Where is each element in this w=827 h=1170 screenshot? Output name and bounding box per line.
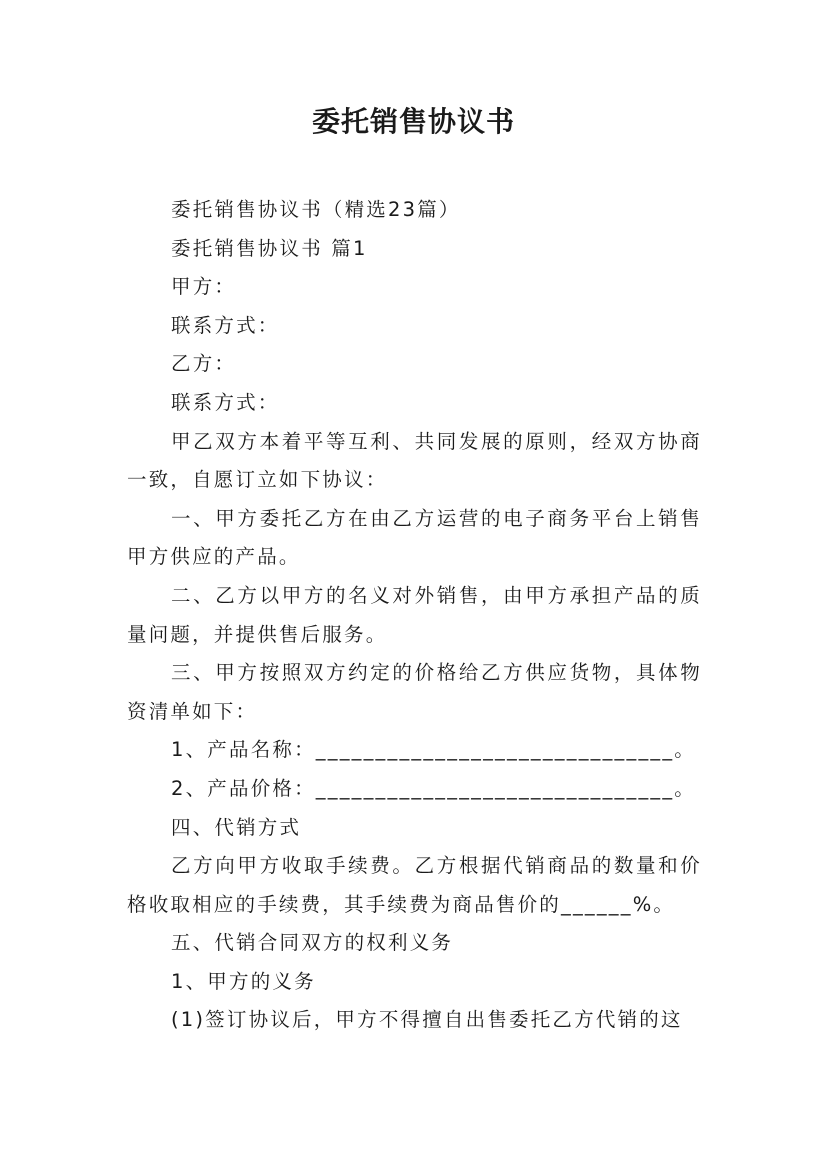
paragraph-party-a-duties: 1、甲方的义务 <box>171 969 316 993</box>
paragraph-section-heading: 委托销售协议书 篇1 <box>171 236 368 260</box>
paragraph-party-b: 乙方： <box>171 352 237 376</box>
paragraph-party-a: 甲方： <box>171 275 237 299</box>
paragraph-preamble: 甲乙双方本着平等互利、共同发展的原则，经双方协商一致，自愿订立如下协议： <box>127 429 702 492</box>
paragraph-party-b-contact: 联系方式： <box>171 390 280 414</box>
paragraph-clause-4-body: 乙方向甲方收取手续费。乙方根据代销商品的数量和价格收取相应的手续费，其手续费为商品售价的______%。 <box>127 854 702 916</box>
paragraph-clause-5-heading: 五、代销合同双方的权利义务 <box>171 931 454 955</box>
paragraph-clause-2: 二、乙方以甲方的名义对外销售，由甲方承担产品的质量问题，并提供售后服务。 <box>127 583 702 646</box>
paragraph-subtitle: 委托销售协议书（精选23篇） <box>171 198 461 221</box>
paragraph-duty-1: (1)签订协议后，甲方不得擅自出售委托乙方代销的这 <box>171 1008 683 1032</box>
paragraph-party-a-contact: 联系方式： <box>171 313 280 337</box>
document-title: 委托销售协议书 <box>311 105 515 138</box>
paragraph-clause-4-heading: 四、代销方式 <box>171 815 302 839</box>
paragraph-clause-1: 一、甲方委托乙方在由乙方运营的电子商务平台上销售甲方供应的产品。 <box>127 506 702 569</box>
document-body <box>127 191 702 1040</box>
paragraph-clause-3: 三、甲方按照双方约定的价格给乙方供应货物，具体物资清单如下： <box>127 661 702 723</box>
paragraph-product-price: 2、产品价格：______________________________。 <box>171 776 697 800</box>
paragraph-product-name: 1、产品名称：______________________________。 <box>171 738 697 762</box>
